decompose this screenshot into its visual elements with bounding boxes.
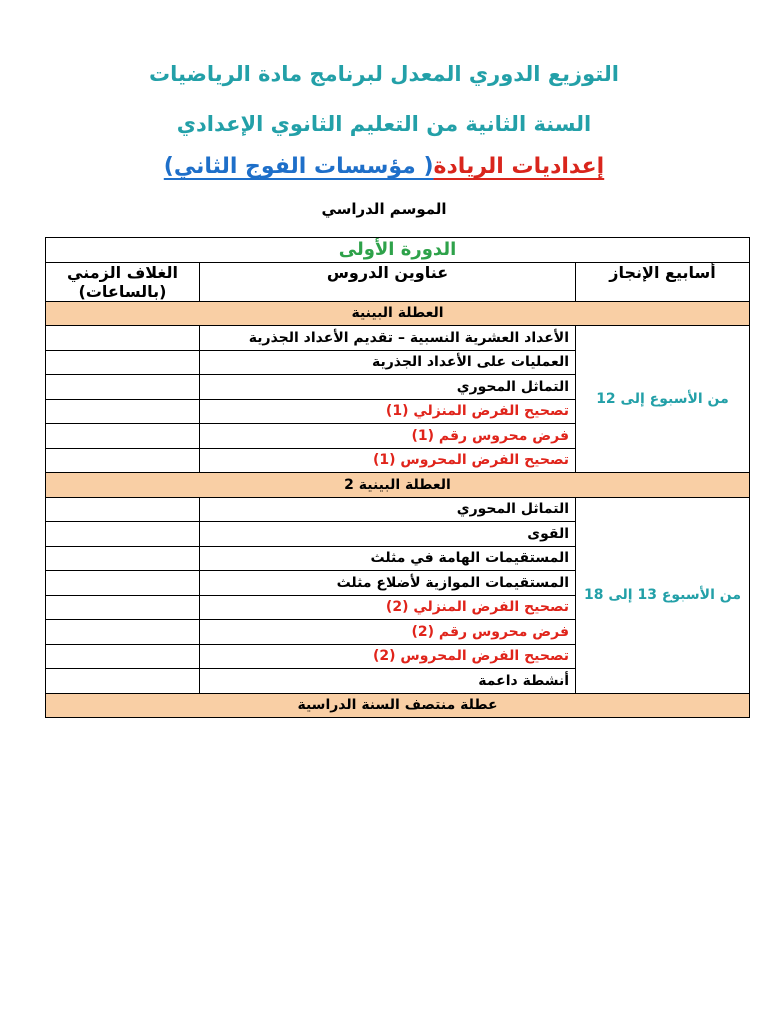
lesson-hours xyxy=(46,399,200,424)
column-header-titles: عناوين الدروس xyxy=(200,262,576,301)
lesson-title: فرض محروس رقم (1) xyxy=(200,424,576,449)
lesson-hours xyxy=(46,497,200,522)
header-row xyxy=(46,262,750,301)
lesson-title: المستقيمات الهامة في مثلث xyxy=(200,546,576,571)
lesson-hours xyxy=(46,424,200,449)
column-header-weeks: أسابيع الإنجاز xyxy=(576,262,750,301)
lesson-title: تصحيح الفرض المحروس (1) xyxy=(200,448,576,473)
lesson-hours xyxy=(46,448,200,473)
lesson-hours xyxy=(46,595,200,620)
lesson-hours xyxy=(46,571,200,596)
lesson-title: العمليات على الأعداد الجذرية xyxy=(200,350,576,375)
lesson-hours xyxy=(46,546,200,571)
lesson-title: تصحيح الفرض المنزلي (2) xyxy=(200,595,576,620)
break-row xyxy=(46,693,750,718)
block2-weeks: من الأسبوع 13 إلى 18 xyxy=(576,497,750,693)
break-label-2: العطلة البينية 2 xyxy=(46,473,750,498)
season-label: الموسم الدراسي xyxy=(321,200,447,218)
document-program-line xyxy=(0,153,768,181)
session-row xyxy=(46,238,750,263)
lesson-title: المستقيمات الموازية لأضلاع مثلث xyxy=(200,571,576,596)
lesson-hours xyxy=(46,326,200,351)
break-row xyxy=(46,473,750,498)
document-title: التوزيع الدوري المعدل لبرنامج مادة الرياضيات xyxy=(149,62,619,86)
column-header-hours-line1: الغلاف الزمني xyxy=(67,262,178,282)
lesson-title: تصحيح الفرض المنزلي (1) xyxy=(200,399,576,424)
lesson-hours xyxy=(46,669,200,694)
lesson-title: فرض محروس رقم (2) xyxy=(200,620,576,645)
lesson-title: القوى xyxy=(200,522,576,547)
document-subtitle: السنة الثانية من التعليم الثانوي الإعدادي xyxy=(176,112,592,136)
lesson-row xyxy=(46,497,750,522)
lesson-title: أنشطة داعمة xyxy=(200,669,576,694)
lesson-title: تصحيح الفرض المحروس (2) xyxy=(200,644,576,669)
block1-weeks: من الأسبوع إلى 12 xyxy=(576,326,750,473)
break-label: العطلة البينية xyxy=(46,301,750,326)
column-header-hours-line2: (بالساعات) xyxy=(78,281,167,301)
column-header-hours xyxy=(46,262,200,301)
lesson-row xyxy=(46,326,750,351)
lesson-hours xyxy=(46,375,200,400)
lesson-hours xyxy=(46,350,200,375)
lesson-title: التماثل المحوري xyxy=(200,375,576,400)
session-title: الدورة الأولى xyxy=(46,238,750,263)
break-row xyxy=(46,301,750,326)
lesson-hours xyxy=(46,522,200,547)
program-name: إعداديات الريادة xyxy=(433,154,605,179)
lesson-hours xyxy=(46,644,200,669)
lesson-title: التماثل المحوري xyxy=(200,497,576,522)
midyear-break-label: عطلة منتصف السنة الدراسية xyxy=(46,693,750,718)
distribution-table xyxy=(45,237,750,718)
lesson-title: الأعداد العشرية النسبية – تقديم الأعداد الجذرية xyxy=(200,326,576,351)
lesson-hours xyxy=(46,620,200,645)
program-group: ( مؤسسات الفوج الثاني) xyxy=(163,154,434,179)
